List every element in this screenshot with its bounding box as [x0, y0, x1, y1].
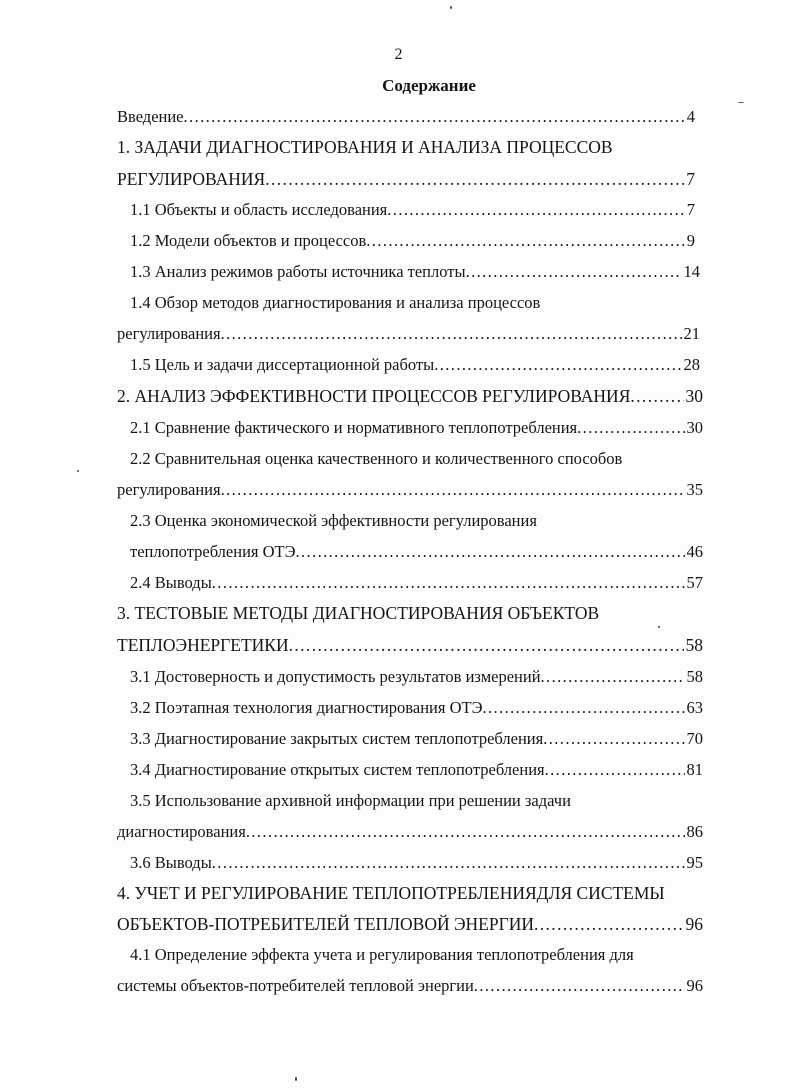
- toc-entry-3-2[interactable]: [130, 698, 703, 722]
- leader-dots: [543, 729, 684, 749]
- toc-entry-3-5[interactable]: [130, 791, 710, 815]
- toc-entry-4-1-cont[interactable]: [117, 976, 703, 1000]
- toc-entry-page: 57: [686, 573, 703, 592]
- scan-speck: [450, 6, 452, 9]
- toc-entry-2-2-cont[interactable]: [117, 480, 703, 504]
- leader-dots: [474, 976, 685, 996]
- toc-entry-2-4[interactable]: [130, 573, 703, 597]
- toc-entry-page: 95: [686, 853, 703, 872]
- toc-entry-text: 3. ТЕСТОВЫЕ МЕТОДЫ ДИАГНОСТИРОВАНИЯ ОБЪЕКТОВ: [117, 603, 600, 623]
- scan-speck: [658, 626, 660, 628]
- toc-entry-1-4-cont[interactable]: [117, 324, 700, 348]
- toc-entry-text: 1.2 Модели объектов и процессов: [130, 231, 367, 250]
- leader-dots: [534, 914, 684, 935]
- toc-entry-text: 3.3 Диагностирование закрытых систем теплопотребления: [130, 729, 544, 748]
- leader-dots: [212, 853, 685, 873]
- toc-entry-chapter-1-cont[interactable]: [117, 169, 695, 193]
- toc-entry-page: 7: [686, 169, 695, 189]
- toc-entry-text: 3.6 Выводы: [130, 853, 212, 872]
- toc-entry-introduction[interactable]: [117, 107, 695, 131]
- toc-entry-1-4[interactable]: [130, 293, 700, 317]
- toc-entry-text: ТЕПЛОЭНЕРГЕТИКИ: [117, 635, 289, 655]
- toc-entry-2-2[interactable]: [130, 449, 710, 473]
- toc-entry-text: 4. УЧЕТ И РЕГУЛИРОВАНИЕ ТЕПЛОПОТРЕБЛЕНИЯДЛЯ СИСТЕМЫ: [117, 883, 665, 903]
- toc-entry-text: 2.3 Оценка экономической эффективности регулирования: [130, 511, 537, 530]
- toc-entry-page: 35: [686, 480, 703, 499]
- toc-entry-1-1[interactable]: [130, 200, 695, 224]
- leader-dots: [221, 480, 685, 500]
- leader-dots: [434, 355, 681, 375]
- toc-entry-chapter-2[interactable]: [117, 386, 703, 410]
- scan-speck: [738, 102, 744, 103]
- toc-entry-page: 14: [683, 262, 700, 281]
- toc-entry-1-2[interactable]: [130, 231, 695, 255]
- toc-entry-text: 2.4 Выводы: [130, 573, 212, 592]
- leader-dots: [366, 231, 684, 251]
- page-title: Содержание: [382, 76, 476, 95]
- toc-entry-page: 63: [686, 698, 703, 717]
- toc-entry-text: 1.4 Обзор методов диагностирования и анализа процессов: [130, 293, 541, 312]
- toc-entry-text: 1.3 Анализ режимов работы источника теплоты: [130, 262, 466, 281]
- toc-entry-text: 4.1 Определение эффекта учета и регулирования теплопотребления для: [130, 945, 634, 964]
- leader-dots: [545, 760, 685, 780]
- toc-entry-text: регулирования: [117, 480, 221, 499]
- leader-dots: [289, 635, 684, 656]
- leader-dots: [296, 542, 685, 562]
- toc-entry-page: 81: [686, 760, 703, 779]
- toc-entry-text: 1. ЗАДАЧИ ДИАГНОСТИРОВАНИЯ И АНАЛИЗА ПРОЦЕССОВ: [117, 137, 613, 157]
- toc-entry-page: 4: [686, 107, 695, 126]
- scan-speck: [77, 470, 79, 472]
- toc-entry-chapter-4[interactable]: [117, 883, 717, 907]
- toc-entry-text: 3.1 Достоверность и допустимость результатов измерений: [130, 667, 541, 686]
- toc-entry-chapter-1[interactable]: [117, 137, 717, 161]
- toc-entry-text: 2.2 Сравнительная оценка качественного и количественного способов: [130, 449, 623, 468]
- leader-dots: [482, 698, 684, 718]
- toc-entry-1-5[interactable]: [130, 355, 700, 379]
- toc-entry-page: 28: [683, 355, 700, 374]
- toc-entry-2-3[interactable]: [130, 511, 700, 535]
- leader-dots: [265, 169, 684, 190]
- scan-speck: [295, 1077, 297, 1081]
- toc-entry-page: 96: [685, 914, 703, 934]
- leader-dots: [630, 386, 683, 407]
- toc-entry-text: РЕГУЛИРОВАНИЯ: [117, 169, 266, 189]
- page-number: 2: [394, 46, 403, 63]
- toc-entry-page: 58: [686, 667, 703, 686]
- toc-entry-page: 30: [685, 386, 703, 406]
- toc-entry-text: 3.2 Поэтапная технология диагностирования ОТЭ: [130, 698, 483, 717]
- toc-entry-2-3-cont[interactable]: [130, 542, 703, 566]
- leader-dots: [184, 107, 685, 127]
- toc-entry-3-3[interactable]: [130, 729, 703, 753]
- leader-dots: [541, 667, 685, 687]
- toc-entry-text: 1.1 Объекты и область исследования: [130, 200, 388, 219]
- toc-entry-page: 9: [686, 231, 695, 250]
- toc-entry-3-4[interactable]: [130, 760, 703, 784]
- toc-entry-text: ОБЪЕКТОВ-ПОТРЕБИТЕЛЕЙ ТЕПЛОВОЙ ЭНЕРГИИ: [117, 914, 534, 934]
- toc-entry-text: регулирования: [117, 324, 221, 343]
- toc-entry-chapter-4-cont[interactable]: [117, 914, 703, 938]
- toc-entry-page: 7: [686, 200, 695, 219]
- toc-entry-text: 2.1 Сравнение фактического и нормативного теплопотребления: [130, 418, 578, 437]
- toc-entry-text: системы объектов-потребителей тепловой энергии: [117, 976, 474, 995]
- toc-entry-page: 46: [686, 542, 703, 561]
- leader-dots: [577, 418, 684, 438]
- toc-entry-text: 3.4 Диагностирование открытых систем теплопотребления: [130, 760, 545, 779]
- toc-entry-chapter-3[interactable]: [117, 603, 717, 627]
- toc-entry-page: 58: [685, 635, 703, 655]
- leader-dots: [212, 573, 685, 593]
- toc-entry-page: 70: [686, 729, 703, 748]
- toc-entry-text: диагностирования: [117, 822, 246, 841]
- leader-dots: [387, 200, 684, 220]
- toc-entry-page: 21: [683, 324, 700, 343]
- toc-entry-text: 1.5 Цель и задачи диссертационной работы: [130, 355, 435, 374]
- toc-entry-text: 2. АНАЛИЗ ЭФФЕКТИВНОСТИ ПРОЦЕССОВ РЕГУЛИРОВАНИЯ: [117, 386, 631, 406]
- leader-dots: [466, 262, 682, 282]
- leader-dots: [221, 324, 682, 344]
- toc-entry-2-1[interactable]: [130, 418, 703, 442]
- toc-entry-page: 30: [686, 418, 703, 437]
- leader-dots: [246, 822, 685, 842]
- toc-entry-chapter-3-cont[interactable]: [117, 635, 703, 659]
- toc-entry-text: Введение: [117, 107, 184, 126]
- toc-entry-text: теплопотребления ОТЭ: [130, 542, 296, 561]
- toc-entry-page: 86: [686, 822, 703, 841]
- toc-entry-4-1[interactable]: [130, 945, 715, 969]
- toc-entry-3-5-cont[interactable]: [117, 822, 703, 846]
- toc-entry-3-1[interactable]: [130, 667, 703, 691]
- toc-entry-3-6[interactable]: [130, 853, 703, 877]
- toc-entry-text: 3.5 Использование архивной информации при решении задачи: [130, 791, 571, 810]
- toc-entry-page: 96: [686, 976, 703, 995]
- toc-entry-1-3[interactable]: [130, 262, 700, 286]
